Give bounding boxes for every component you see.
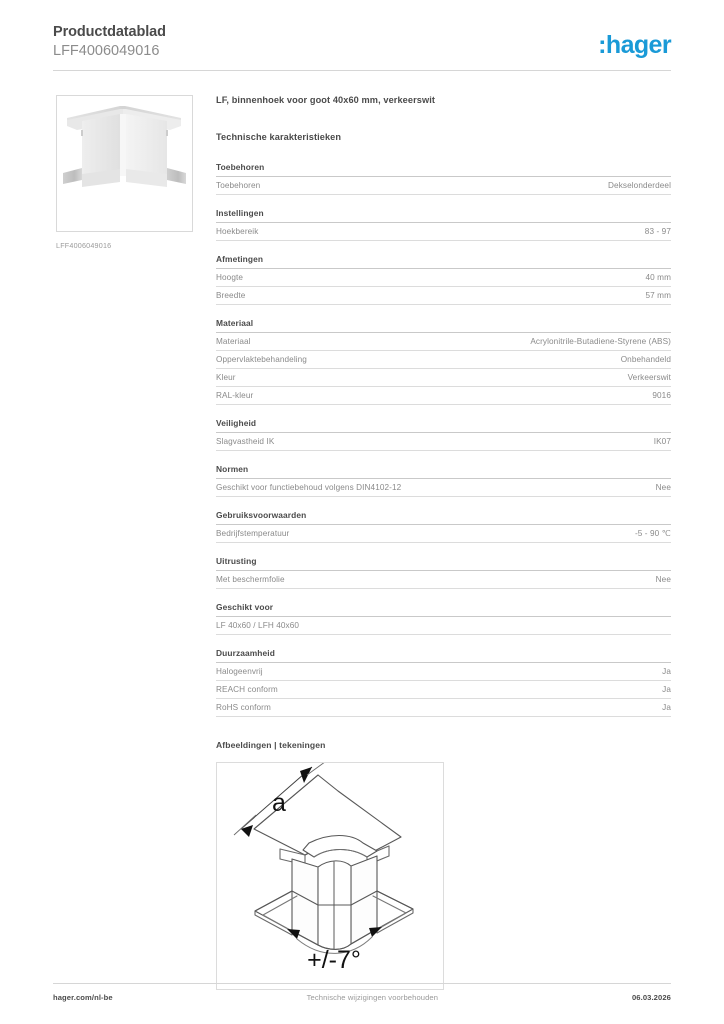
spec-row bbox=[216, 433, 671, 451]
spec-row bbox=[216, 333, 671, 351]
spec-row-value: Nee bbox=[655, 482, 671, 492]
angle-arrow-right bbox=[369, 927, 382, 937]
spec-row bbox=[216, 287, 671, 305]
spec-row bbox=[216, 223, 671, 241]
spec-row-value: Verkeerswit bbox=[627, 372, 671, 382]
spec-row-value: -5 - 90 ℃ bbox=[634, 528, 671, 538]
spec-row-value: IK07 bbox=[653, 436, 671, 446]
spec-row-label: Hoekbereik bbox=[216, 226, 259, 236]
spec-row bbox=[216, 699, 671, 717]
spec-group-title: Duurzaamheid bbox=[216, 648, 671, 663]
page-header bbox=[53, 24, 671, 70]
specification-column bbox=[216, 95, 671, 990]
spec-row-value: 40 mm bbox=[645, 272, 671, 282]
dimension-arrow-right bbox=[300, 767, 312, 783]
spec-row-label: Met beschermfolie bbox=[216, 574, 285, 584]
spec-group-title: Geschikt voor bbox=[216, 602, 671, 617]
spec-group-title: Instellingen bbox=[216, 208, 671, 223]
spec-row-label: RAL-kleur bbox=[216, 390, 254, 400]
spec-row-value: Ja bbox=[662, 666, 671, 676]
angle-arrow-left bbox=[287, 929, 300, 939]
spec-row bbox=[216, 571, 671, 589]
page-footer bbox=[53, 993, 671, 1002]
product-image-caption: LFF4006049016 bbox=[56, 241, 112, 250]
header-divider bbox=[53, 70, 671, 71]
angle-label: +/-7° bbox=[307, 946, 361, 974]
spec-row bbox=[216, 177, 671, 195]
spec-group bbox=[216, 318, 671, 405]
spec-group bbox=[216, 464, 671, 497]
spec-row bbox=[216, 369, 671, 387]
spec-row-value: Onbehandeld bbox=[620, 354, 671, 364]
spec-row-value: Acrylonitrile-Butadiene-Styrene (ABS) bbox=[530, 336, 671, 346]
drawings-heading: Afbeeldingen | tekeningen bbox=[216, 740, 326, 750]
spec-row bbox=[216, 681, 671, 699]
product-reference: LFF4006049016 bbox=[53, 43, 160, 59]
spec-row-label: Materiaal bbox=[216, 336, 251, 346]
product-image-panel bbox=[56, 95, 195, 250]
footer-divider bbox=[53, 983, 671, 984]
spec-row-value: Nee bbox=[655, 574, 671, 584]
spec-row-label: Slagvastheid IK bbox=[216, 436, 275, 446]
spec-row bbox=[216, 479, 671, 497]
spec-row bbox=[216, 387, 671, 405]
spec-group bbox=[216, 510, 671, 543]
spec-group bbox=[216, 602, 671, 635]
spec-group bbox=[216, 556, 671, 589]
dimension-label-a: a bbox=[272, 789, 286, 817]
spec-row-label: Hoogte bbox=[216, 272, 244, 282]
spec-group bbox=[216, 648, 671, 717]
spec-group-title: Uitrusting bbox=[216, 556, 671, 571]
spec-row-label: Bedrijfstemperatuur bbox=[216, 528, 290, 538]
spec-row-label: RoHS conform bbox=[216, 702, 271, 712]
logo-colon-icon: : bbox=[598, 31, 606, 59]
spec-row-value: 57 mm bbox=[645, 290, 671, 300]
product-photo-frame bbox=[56, 95, 193, 232]
technical-characteristics-heading: Technische karakteristieken bbox=[216, 132, 342, 142]
specification-groups bbox=[216, 162, 671, 717]
technical-drawing-frame bbox=[216, 762, 444, 990]
spec-row bbox=[216, 617, 671, 635]
product-photo-inner-corner-icon bbox=[57, 96, 192, 231]
spec-row bbox=[216, 269, 671, 287]
spec-row-label: LF 40x60 / LFH 40x60 bbox=[216, 620, 300, 630]
spec-row bbox=[216, 351, 671, 369]
logo-text: hager bbox=[605, 31, 671, 59]
spec-group-title: Toebehoren bbox=[216, 162, 671, 177]
technical-drawing-inner-corner-icon bbox=[217, 763, 443, 989]
spec-group bbox=[216, 208, 671, 241]
spec-row bbox=[216, 663, 671, 681]
spec-row-value: Ja bbox=[662, 684, 671, 694]
spec-group-title: Normen bbox=[216, 464, 671, 479]
spec-row-label: Geschikt voor functiebehoud volgens DIN4102-12 bbox=[216, 482, 402, 492]
footer-date: 06.03.2026 bbox=[631, 993, 671, 1002]
spec-row-label: Breedte bbox=[216, 290, 246, 300]
spec-row-value: Ja bbox=[662, 702, 671, 712]
spec-row-label: REACH conform bbox=[216, 684, 278, 694]
footer-website-link[interactable]: hager.com/nl-be bbox=[53, 993, 113, 1002]
hager-logo bbox=[598, 32, 671, 58]
spec-group-title: Materiaal bbox=[216, 318, 671, 333]
spec-group bbox=[216, 162, 671, 195]
spec-group-title: Veiligheid bbox=[216, 418, 671, 433]
page-title: Productdatablad bbox=[53, 24, 166, 40]
spec-row-value: Dekselonderdeel bbox=[608, 180, 671, 190]
spec-row-label: Toebehoren bbox=[216, 180, 261, 190]
footer-disclaimer: Technische wijzigingen voorbehouden bbox=[306, 993, 439, 1002]
spec-row-label: Kleur bbox=[216, 372, 236, 382]
spec-row bbox=[216, 525, 671, 543]
spec-row-value: 83 - 97 bbox=[644, 226, 671, 236]
spec-row-label: Halogeenvrij bbox=[216, 666, 263, 676]
product-name: LF, binnenhoek voor goot 40x60 mm, verkeerswit bbox=[216, 95, 436, 105]
spec-row-label: Oppervlaktebehandeling bbox=[216, 354, 307, 364]
spec-group bbox=[216, 254, 671, 305]
spec-group bbox=[216, 418, 671, 451]
spec-row-value: 9016 bbox=[652, 390, 671, 400]
spec-group-title: Afmetingen bbox=[216, 254, 671, 269]
spec-group-title: Gebruiksvoorwaarden bbox=[216, 510, 671, 525]
